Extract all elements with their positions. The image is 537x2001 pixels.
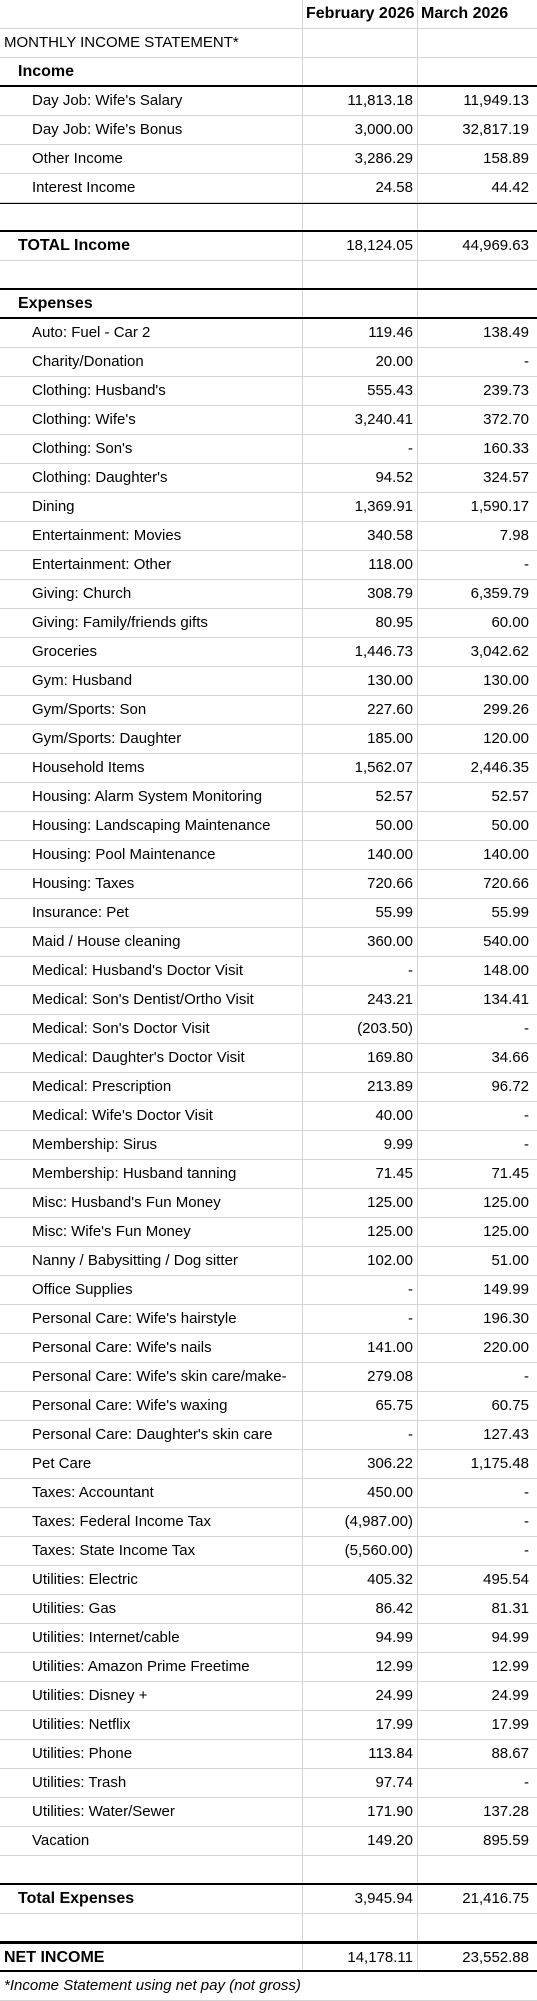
expense-item-february-value[interactable]: 279.08 xyxy=(302,1363,417,1391)
expense-item-february-value[interactable]: 94.52 xyxy=(302,464,417,492)
empty-cell[interactable] xyxy=(302,58,417,85)
expense-item-row xyxy=(0,1711,537,1740)
expense-item-row xyxy=(0,522,537,551)
expense-item-march-value[interactable]: 50.00 xyxy=(417,812,537,840)
expense-item-label[interactable]: Medical: Son's Dentist/Ortho Visit xyxy=(32,991,254,1008)
expense-item-february-value[interactable]: (203.50) xyxy=(302,1015,417,1043)
expense-item-row xyxy=(0,464,537,493)
expense-item-label[interactable]: Gym/Sports: Daughter xyxy=(32,730,182,747)
expense-item-label[interactable]: Taxes: Federal Income Tax xyxy=(32,1513,211,1530)
expense-item-row xyxy=(0,1044,537,1073)
expense-item-label[interactable]: Utilities: Phone xyxy=(32,1745,133,1762)
expense-item-row xyxy=(0,1479,537,1508)
expense-item-row xyxy=(0,1827,537,1856)
expense-item-march-value[interactable]: 94.99 xyxy=(417,1624,537,1652)
expense-item-february-value[interactable]: 306.22 xyxy=(302,1450,417,1478)
expense-item-label[interactable]: Groceries xyxy=(32,643,98,660)
expense-item-february-value[interactable]: (5,560.00) xyxy=(302,1537,417,1565)
expense-item-row xyxy=(0,1276,537,1305)
total-expenses-label[interactable]: Total Expenses xyxy=(18,1890,135,1907)
income-item-row xyxy=(0,116,537,145)
expense-item-february-value[interactable]: (4,987.00) xyxy=(302,1508,417,1536)
spacer-row xyxy=(0,203,537,232)
expense-item-row xyxy=(0,319,537,348)
expense-item-row xyxy=(0,1015,537,1044)
expense-item-row xyxy=(0,406,537,435)
expense-item-row xyxy=(0,551,537,580)
expense-item-february-value[interactable]: 720.66 xyxy=(302,870,417,898)
expense-item-march-value[interactable]: 196.30 xyxy=(417,1305,537,1333)
expense-item-march-value[interactable]: 71.45 xyxy=(417,1160,537,1188)
expense-item-label[interactable]: Pet Care xyxy=(32,1455,92,1472)
income-item-label[interactable]: Other Income xyxy=(32,150,123,167)
expense-item-label[interactable]: Personal Care: Daughter's skin care xyxy=(32,1426,273,1443)
expense-item-february-value[interactable]: 450.00 xyxy=(302,1479,417,1507)
expense-item-row xyxy=(0,1421,537,1450)
expense-item-march-value[interactable]: 17.99 xyxy=(417,1711,537,1739)
income-item-february-value[interactable]: 11,813.18 xyxy=(302,87,417,115)
expense-item-february-value[interactable]: 360.00 xyxy=(302,928,417,956)
expense-item-march-value[interactable]: 324.57 xyxy=(417,464,537,492)
expense-item-row xyxy=(0,1508,537,1537)
expense-item-march-value[interactable]: 495.54 xyxy=(417,1566,537,1594)
empty-cell[interactable] xyxy=(417,261,537,288)
expense-item-label[interactable]: Medical: Husband's Doctor Visit xyxy=(32,962,244,979)
expense-item-march-value[interactable]: 60.00 xyxy=(417,609,537,637)
expense-item-march-value[interactable]: 1,175.48 xyxy=(417,1450,537,1478)
expense-item-row xyxy=(0,1595,537,1624)
income-heading-row xyxy=(0,58,537,87)
footnote[interactable]: *Income Statement using net pay (not gross) xyxy=(4,1977,301,1994)
expense-item-row xyxy=(0,725,537,754)
expense-item-february-value[interactable]: - xyxy=(302,1305,417,1333)
expense-item-row xyxy=(0,1073,537,1102)
expense-item-february-value[interactable]: 9.99 xyxy=(302,1131,417,1159)
expense-item-row xyxy=(0,1189,537,1218)
expense-item-label[interactable]: Membership: Sirus xyxy=(32,1136,158,1153)
expense-item-february-value[interactable]: 171.90 xyxy=(302,1798,417,1826)
expense-item-row xyxy=(0,783,537,812)
expense-item-march-value[interactable]: 24.99 xyxy=(417,1682,537,1710)
expense-item-march-value[interactable]: - xyxy=(417,1769,537,1797)
expense-item-label[interactable]: Gym: Husband xyxy=(32,672,133,689)
expense-item-row xyxy=(0,1131,537,1160)
expense-item-row xyxy=(0,1102,537,1131)
expense-item-row xyxy=(0,435,537,464)
expense-item-row xyxy=(0,957,537,986)
empty-cell[interactable] xyxy=(302,1856,417,1883)
expense-item-february-value[interactable]: 119.46 xyxy=(302,319,417,347)
expense-item-march-value[interactable]: 2,446.35 xyxy=(417,754,537,782)
expense-item-february-value[interactable]: 118.00 xyxy=(302,551,417,579)
expense-item-march-value[interactable]: 3,042.62 xyxy=(417,638,537,666)
expense-item-february-value[interactable]: - xyxy=(302,1421,417,1449)
expense-item-row xyxy=(0,1566,537,1595)
expense-item-label[interactable]: Gym/Sports: Son xyxy=(32,701,147,718)
expense-item-row xyxy=(0,667,537,696)
expense-item-march-value[interactable]: 55.99 xyxy=(417,899,537,927)
expense-item-february-value[interactable]: 40.00 xyxy=(302,1102,417,1130)
expense-item-label[interactable]: Giving: Church xyxy=(32,585,132,602)
expense-item-march-value[interactable]: 137.28 xyxy=(417,1798,537,1826)
expenses-heading-row xyxy=(0,290,537,319)
expense-item-row xyxy=(0,348,537,377)
title-row xyxy=(0,29,537,58)
empty-cell[interactable] xyxy=(417,58,537,85)
income-heading[interactable]: Income xyxy=(18,63,75,80)
empty-cell[interactable] xyxy=(302,204,417,230)
expense-item-february-value[interactable]: 94.99 xyxy=(302,1624,417,1652)
header-march[interactable]: March 2026 xyxy=(417,0,537,28)
expense-item-march-value[interactable]: 895.59 xyxy=(417,1827,537,1855)
expense-item-label[interactable]: Personal Care: Wife's skin care/make- xyxy=(32,1368,287,1385)
expense-item-row xyxy=(0,493,537,522)
expense-item-label[interactable]: Nanny / Babysitting / Dog sitter xyxy=(32,1252,238,1269)
expense-item-february-value[interactable]: 169.80 xyxy=(302,1044,417,1072)
expense-item-row xyxy=(0,1305,537,1334)
expense-item-row xyxy=(0,1537,537,1566)
expense-item-february-value[interactable]: 140.00 xyxy=(302,841,417,869)
expense-item-february-value[interactable]: 3,240.41 xyxy=(302,406,417,434)
empty-cell[interactable] xyxy=(302,290,417,317)
expense-item-march-value[interactable]: 81.31 xyxy=(417,1595,537,1623)
expense-item-february-value[interactable]: 125.00 xyxy=(302,1218,417,1246)
expense-item-row xyxy=(0,841,537,870)
expense-item-march-value[interactable]: 52.57 xyxy=(417,783,537,811)
spacer-row xyxy=(0,261,537,290)
expense-item-label[interactable]: Entertainment: Other xyxy=(32,556,172,573)
expense-item-label[interactable]: Membership: Husband tanning xyxy=(32,1165,237,1182)
net-income-label[interactable]: NET INCOME xyxy=(4,1949,105,1966)
total-expenses-february[interactable]: 3,945.94 xyxy=(302,1885,417,1913)
expense-item-label[interactable]: Vacation xyxy=(32,1832,90,1849)
expense-item-label[interactable]: Housing: Taxes xyxy=(32,875,135,892)
expense-item-february-value[interactable]: 24.99 xyxy=(302,1682,417,1710)
header-row xyxy=(0,0,537,29)
expense-item-march-value[interactable]: 372.70 xyxy=(417,406,537,434)
income-items xyxy=(0,87,537,203)
expense-item-row xyxy=(0,580,537,609)
income-item-label[interactable]: Interest Income xyxy=(32,179,136,196)
expense-item-label[interactable]: Taxes: State Income Tax xyxy=(32,1542,196,1559)
net-income-march[interactable]: 23,552.88 xyxy=(417,1944,537,1970)
expense-item-row xyxy=(0,609,537,638)
expense-item-label[interactable]: Utilities: Disney + xyxy=(32,1687,148,1704)
expense-item-label[interactable]: Taxes: Accountant xyxy=(32,1484,154,1501)
expense-item-label[interactable]: Medical: Wife's Doctor Visit xyxy=(32,1107,213,1124)
expense-item-february-value[interactable]: 50.00 xyxy=(302,812,417,840)
expense-item-label[interactable]: Utilities: Netflix xyxy=(32,1716,131,1733)
expense-item-row xyxy=(0,1160,537,1189)
expense-item-march-value[interactable]: 127.43 xyxy=(417,1421,537,1449)
expense-item-february-value[interactable]: 185.00 xyxy=(302,725,417,753)
empty-cell[interactable] xyxy=(417,204,537,230)
expense-item-row xyxy=(0,1624,537,1653)
expense-item-label[interactable]: Misc: Wife's Fun Money xyxy=(32,1223,191,1240)
expense-item-march-value[interactable]: 34.66 xyxy=(417,1044,537,1072)
expense-item-label[interactable]: Clothing: Daughter's xyxy=(32,469,168,486)
expense-item-label[interactable]: Utilities: Internet/cable xyxy=(32,1629,180,1646)
expense-item-label[interactable]: Housing: Landscaping Maintenance xyxy=(32,817,271,834)
expense-item-label[interactable]: Housing: Alarm System Monitoring xyxy=(32,788,263,805)
expense-item-row xyxy=(0,870,537,899)
expense-item-march-value[interactable]: 239.73 xyxy=(417,377,537,405)
expense-item-february-value[interactable]: 17.99 xyxy=(302,1711,417,1739)
total-expenses-march[interactable]: 21,416.75 xyxy=(417,1885,537,1913)
empty-cell[interactable] xyxy=(417,1856,537,1883)
expense-item-february-value[interactable]: 227.60 xyxy=(302,696,417,724)
expense-item-february-value[interactable]: 213.89 xyxy=(302,1073,417,1101)
expense-item-march-value[interactable]: 138.49 xyxy=(417,319,537,347)
expense-item-row xyxy=(0,986,537,1015)
expense-item-label[interactable]: Utilities: Water/Sewer xyxy=(32,1803,175,1820)
empty-cell[interactable] xyxy=(417,290,537,317)
expenses-heading[interactable]: Expenses xyxy=(18,295,93,312)
expense-item-march-value[interactable]: 130.00 xyxy=(417,667,537,695)
expense-item-march-value[interactable]: 148.00 xyxy=(417,957,537,985)
total-income-label[interactable]: TOTAL Income xyxy=(18,237,131,254)
expense-item-february-value[interactable]: 55.99 xyxy=(302,899,417,927)
expense-item-row xyxy=(0,754,537,783)
expense-item-row xyxy=(0,1682,537,1711)
expense-item-row xyxy=(0,1798,537,1827)
expense-item-march-value[interactable]: - xyxy=(417,1479,537,1507)
expense-item-march-value[interactable]: 125.00 xyxy=(417,1189,537,1217)
expense-item-row xyxy=(0,696,537,725)
expense-item-label[interactable]: Personal Care: Wife's hairstyle xyxy=(32,1310,237,1327)
expense-item-february-value[interactable]: 12.99 xyxy=(302,1653,417,1681)
expense-item-label[interactable]: Utilities: Electric xyxy=(32,1571,138,1588)
expense-item-february-value[interactable]: 71.45 xyxy=(302,1160,417,1188)
expense-item-label[interactable]: Utilities: Gas xyxy=(32,1600,117,1617)
expense-item-march-value[interactable]: 125.00 xyxy=(417,1218,537,1246)
expense-item-february-value[interactable]: 149.20 xyxy=(302,1827,417,1855)
expense-item-march-value[interactable]: - xyxy=(417,551,537,579)
income-item-march-value[interactable]: 44.42 xyxy=(417,174,537,202)
income-item-label[interactable]: Day Job: Wife's Salary xyxy=(32,92,183,109)
expense-item-march-value[interactable]: - xyxy=(417,1508,537,1536)
expense-item-label[interactable]: Clothing: Husband's xyxy=(32,382,166,399)
spacer-row xyxy=(0,1856,537,1885)
income-item-march-value[interactable]: 11,949.13 xyxy=(417,87,537,115)
footnote-row xyxy=(0,1972,537,2001)
expense-item-february-value[interactable]: 243.21 xyxy=(302,986,417,1014)
net-income-february[interactable]: 14,178.11 xyxy=(302,1944,417,1970)
total-income-february[interactable]: 18,124.05 xyxy=(302,232,417,260)
expense-item-row xyxy=(0,899,537,928)
expense-item-label[interactable]: Medical: Son's Doctor Visit xyxy=(32,1020,210,1037)
expense-item-february-value[interactable]: - xyxy=(302,957,417,985)
expense-item-row xyxy=(0,1769,537,1798)
expense-item-label[interactable]: Insurance: Pet xyxy=(32,904,129,921)
expense-item-row xyxy=(0,1247,537,1276)
total-income-row xyxy=(0,232,537,261)
expense-item-label[interactable]: Personal Care: Wife's nails xyxy=(32,1339,212,1356)
expense-item-row xyxy=(0,1334,537,1363)
header-february[interactable]: February 2026 xyxy=(302,0,417,28)
expense-item-label[interactable]: Entertainment: Movies xyxy=(32,527,182,544)
expense-item-row xyxy=(0,1653,537,1682)
expense-item-february-value[interactable]: 125.00 xyxy=(302,1189,417,1217)
expense-item-march-value[interactable]: 149.99 xyxy=(417,1276,537,1304)
expense-item-february-value[interactable]: 102.00 xyxy=(302,1247,417,1275)
income-item-february-value[interactable]: 24.58 xyxy=(302,174,417,202)
expense-item-march-value[interactable]: - xyxy=(417,1537,537,1565)
expense-item-march-value[interactable]: 51.00 xyxy=(417,1247,537,1275)
expense-item-march-value[interactable]: 7.98 xyxy=(417,522,537,550)
expense-item-label[interactable]: Clothing: Son's xyxy=(32,440,133,457)
expense-item-row xyxy=(0,638,537,667)
expense-item-label[interactable]: Dining xyxy=(32,498,75,515)
income-item-march-value[interactable]: 158.89 xyxy=(417,145,537,173)
expense-item-label[interactable]: Personal Care: Wife's waxing xyxy=(32,1397,228,1414)
expense-item-march-value[interactable]: - xyxy=(417,348,537,376)
expense-item-label[interactable]: Clothing: Wife's xyxy=(32,411,136,428)
expense-item-february-value[interactable]: 80.95 xyxy=(302,609,417,637)
income-item-label[interactable]: Day Job: Wife's Bonus xyxy=(32,121,183,138)
expense-item-label[interactable]: Utilities: Amazon Prime Freetime xyxy=(32,1658,250,1675)
income-item-row xyxy=(0,174,537,203)
expense-item-march-value[interactable]: 96.72 xyxy=(417,1073,537,1101)
expense-item-march-value[interactable]: 1,590.17 xyxy=(417,493,537,521)
income-item-row xyxy=(0,145,537,174)
empty-cell[interactable] xyxy=(302,1914,417,1941)
empty-cell[interactable] xyxy=(417,1914,537,1941)
expense-item-march-value[interactable]: 299.26 xyxy=(417,696,537,724)
expense-item-february-value[interactable]: 130.00 xyxy=(302,667,417,695)
total-income-march[interactable]: 44,969.63 xyxy=(417,232,537,260)
expense-item-march-value[interactable]: - xyxy=(417,1015,537,1043)
expense-item-february-value[interactable]: 308.79 xyxy=(302,580,417,608)
income-item-march-value[interactable]: 32,817.19 xyxy=(417,116,537,144)
expense-item-february-value[interactable]: 97.74 xyxy=(302,1769,417,1797)
expense-item-label[interactable]: Misc: Husband's Fun Money xyxy=(32,1194,221,1211)
expense-item-label[interactable]: Medical: Daughter's Doctor Visit xyxy=(32,1049,245,1066)
expense-item-february-value[interactable]: 1,369.91 xyxy=(302,493,417,521)
expense-item-row xyxy=(0,1450,537,1479)
empty-cell[interactable] xyxy=(302,261,417,288)
expense-item-march-value[interactable]: - xyxy=(417,1102,537,1130)
expense-item-row xyxy=(0,1392,537,1421)
expense-item-february-value[interactable]: 1,562.07 xyxy=(302,754,417,782)
expense-item-march-value[interactable]: 6,359.79 xyxy=(417,580,537,608)
expense-item-february-value[interactable]: 52.57 xyxy=(302,783,417,811)
expense-item-february-value[interactable]: 86.42 xyxy=(302,1595,417,1623)
expense-item-row xyxy=(0,812,537,841)
expense-item-march-value[interactable]: 720.66 xyxy=(417,870,537,898)
income-item-february-value[interactable]: 3,286.29 xyxy=(302,145,417,173)
income-item-row xyxy=(0,87,537,116)
empty-cell[interactable] xyxy=(417,29,537,57)
expense-item-row xyxy=(0,1740,537,1769)
expense-item-march-value[interactable]: 120.00 xyxy=(417,725,537,753)
statement-title[interactable]: MONTHLY INCOME STATEMENT* xyxy=(4,34,239,51)
expense-item-label[interactable]: Giving: Family/friends gifts xyxy=(32,614,208,631)
expense-item-february-value[interactable]: 555.43 xyxy=(302,377,417,405)
expense-item-row xyxy=(0,1363,537,1392)
total-expenses-row xyxy=(0,1885,537,1914)
empty-cell[interactable] xyxy=(302,29,417,57)
expense-item-march-value[interactable]: 134.41 xyxy=(417,986,537,1014)
expense-item-row xyxy=(0,1218,537,1247)
expense-item-label[interactable]: Utilities: Trash xyxy=(32,1774,127,1791)
expense-item-february-value[interactable]: 113.84 xyxy=(302,1740,417,1768)
expense-item-row xyxy=(0,928,537,957)
net-income-row xyxy=(0,1943,537,1972)
expense-item-march-value[interactable]: 160.33 xyxy=(417,435,537,463)
expense-item-march-value[interactable]: - xyxy=(417,1131,537,1159)
expense-item-march-value[interactable]: 140.00 xyxy=(417,841,537,869)
expense-item-label[interactable]: Charity/Donation xyxy=(32,353,144,370)
expense-item-february-value[interactable]: 405.32 xyxy=(302,1566,417,1594)
expense-item-row xyxy=(0,377,537,406)
expense-item-february-value[interactable]: - xyxy=(302,435,417,463)
expense-item-february-value[interactable]: - xyxy=(302,1276,417,1304)
expense-item-february-value[interactable]: 340.58 xyxy=(302,522,417,550)
expense-item-march-value[interactable]: 60.75 xyxy=(417,1392,537,1420)
expense-item-february-value[interactable]: 20.00 xyxy=(302,348,417,376)
expense-item-february-value[interactable]: 141.00 xyxy=(302,1334,417,1362)
expense-item-march-value[interactable]: 88.67 xyxy=(417,1740,537,1768)
expense-item-label[interactable]: Office Supplies xyxy=(32,1281,133,1298)
expense-item-label[interactable]: Housing: Pool Maintenance xyxy=(32,846,216,863)
expense-item-march-value[interactable]: - xyxy=(417,1363,537,1391)
expense-item-march-value[interactable]: 12.99 xyxy=(417,1653,537,1681)
income-item-february-value[interactable]: 3,000.00 xyxy=(302,116,417,144)
expense-item-label[interactable]: Household Items xyxy=(32,759,145,776)
spacer-row xyxy=(0,1914,537,1943)
expense-item-february-value[interactable]: 1,446.73 xyxy=(302,638,417,666)
expense-item-march-value[interactable]: 540.00 xyxy=(417,928,537,956)
expense-item-label[interactable]: Maid / House cleaning xyxy=(32,933,181,950)
expense-item-march-value[interactable]: 220.00 xyxy=(417,1334,537,1362)
expense-item-february-value[interactable]: 65.75 xyxy=(302,1392,417,1420)
expense-item-label[interactable]: Auto: Fuel - Car 2 xyxy=(32,324,151,341)
expense-items xyxy=(0,319,537,1856)
expense-item-label[interactable]: Medical: Prescription xyxy=(32,1078,172,1095)
